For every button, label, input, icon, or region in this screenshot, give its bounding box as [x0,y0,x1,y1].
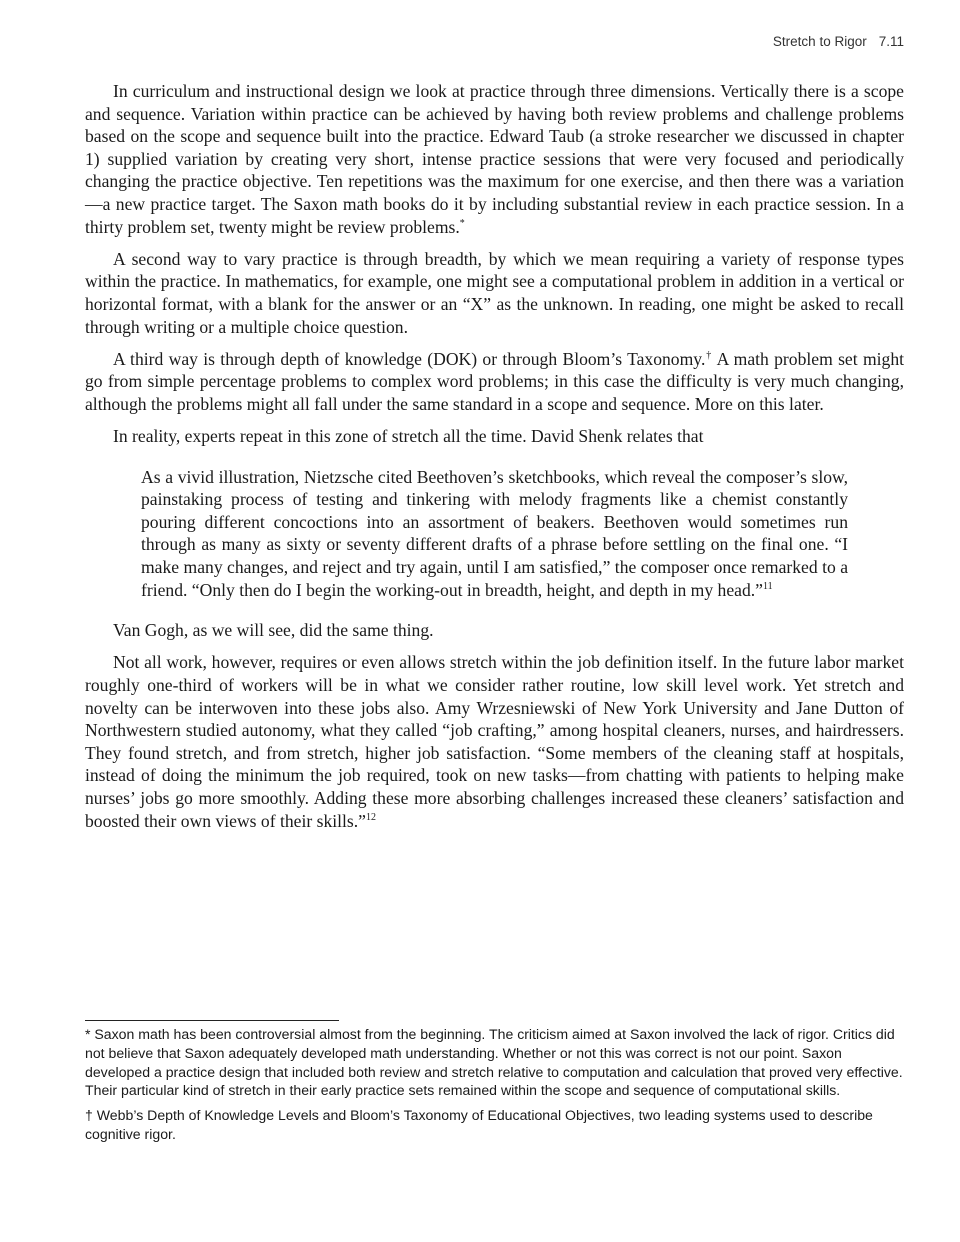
page-number: 7.11 [878,34,904,49]
endnote-ref-11: 11 [762,580,773,592]
footnotes [85,1025,904,1150]
paragraph-3-text-a: A third way is through depth of knowledge (DOK) or through Bloom’s Taxonomy. [113,348,706,369]
running-head-title: Stretch to Rigor [772,34,867,49]
paragraph-1-text: In curriculum and instructional design we look at practice through three dimensions. Vertically there is a scope and sequence. Variation within practice can be achieved by having both review problems and challenge problems based on the scope and sequence built into the practice. Edward Taub (a stroke researcher we discussed in chapter 1) supplied variation by creating very short, intense practice sessions that were very focused and periodically changing the practice objective. Ten repetitions was the maximum for one exercise, and then there was a variation—a new practice target. The Saxon math books do it by including substantial review in each practice session. In a thirty problem set, twenty might be review problems. [85,81,904,237]
paragraph-6-text: Not all work, however, requires or even allows stretch within the job definition itself. In the future labor market roughly one-third of workers will be in what we consider rather routine, low skill level work. Yet stretch and novelty can be interwoven into these jobs also. Amy Wrzesniewski of New York University and Jane Dutton of Northwestern studied autonomy, what they called “job crafting,” among hospital cleaners, nurses, and hairdressers. They found stretch, and from stretch, higher job satisfaction. “Some members of the cleaning staff at hospitals, instead of doing the minimum the job required, took on new tasks—from chatting with patients to helping make nurses’ jobs go more smoothly. Adding these more absorbing challenges increased these cleaners’ satisfaction and boosted their own views of their skills.” [85,652,904,831]
paragraph-2 [85,248,904,338]
paragraph-4-text: In reality, experts repeat in this zone of stretch all the time. David Shenk relates that [113,426,704,447]
paragraph-3 [85,348,904,416]
main-text [85,80,904,842]
paragraph-5-text: Van Gogh, as we will see, did the same thing. [113,620,434,641]
paragraph-2-text: A second way to vary practice is through breadth, by which we mean requiring a variety of response types within the practice. In mathematics, for example, one might see a computational problem in addition in a vertical or horizontal format, with a blank for the answer or an “X” as the unknown. In reading, one might be asked to recall through writing or a multiple choice question. [85,248,904,337]
paragraph-1 [85,80,904,238]
footnote-divider [85,1020,339,1021]
paragraph-5 [85,619,904,642]
footnote-dagger: † Webb’s Depth of Knowledge Levels and Bloom’s Taxonomy of Educational Objectives, two leading systems used to describe cognitive rigor. [85,1107,873,1142]
block-quote-text: As a vivid illustration, Nietzsche cited Beethoven’s sketchbooks, which reveal the composer’s slow, painstaking process of testing and tinkering with melody fragments like a chemist constantly pouring different concoctions into an assortment of beakers. Beethoven would sometimes run through as many as sixty or seventy different drafts of a phrase before settling on the final one. “I make many changes, and reject and try again, until I am satisfied,” the composer once remarked to a friend. “Only then do I begin the working-out in breadth, height, and depth in my head.” [141,466,848,600]
footnote-ref-dagger: † [705,349,713,361]
paragraph-3-text-b: A math problem set might go from simple percentage problems to complex word problems; in this case the difficulty is very much changing, although the problems might all fall under the same standard in a scope and sequence. More on this later. [85,348,905,414]
block-quote [141,466,848,602]
paragraph-6 [85,651,904,832]
endnote-ref-12: 12 [365,811,376,823]
footnote-star: * Saxon math has been controversial almost from the beginning. The criticism aimed at Saxon involved the lack of rigor. Critics did not believe that Saxon adequately developed math understanding. Whether or not this was correct is not our point. Saxon developed a practice design that included both review and stretch relative to computation and calculation that proved very effective. Their particular kind of stretch in their early practice sets remained within the scope and sequence of computational skills. [85,1026,903,1099]
footnote-ref-star: * [459,217,465,229]
paragraph-4 [85,425,904,448]
running-head [773,34,904,49]
